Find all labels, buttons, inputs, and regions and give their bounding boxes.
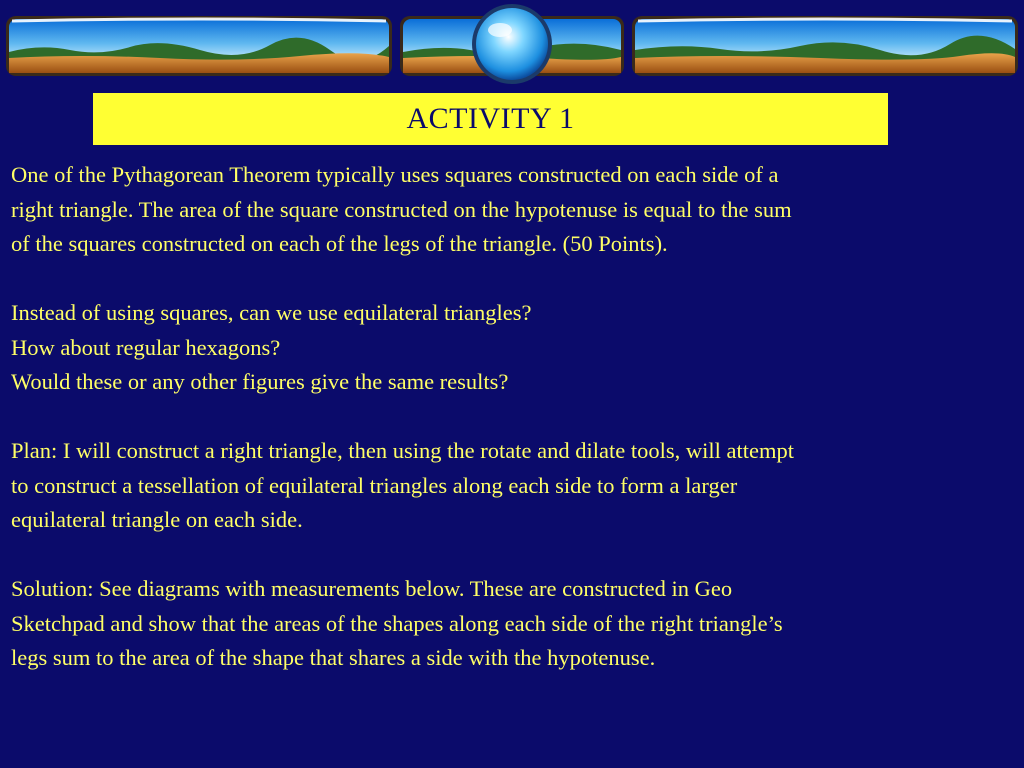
body-content <box>11 158 1014 710</box>
paragraph-intro <box>11 158 1014 262</box>
text-line: Solution: See diagrams with measurements below. These are constructed in Geo <box>11 576 733 601</box>
title-box <box>93 93 888 145</box>
landscape-banner-graphic <box>0 0 1024 86</box>
text-line: One of the Pythagorean Theorem typically uses squares constructed on each side of a <box>11 162 779 187</box>
text-line: Instead of using squares, can we use equilateral triangles? <box>11 300 532 325</box>
banner-right-panel <box>632 16 1018 76</box>
text-line: to construct a tessellation of equilateral triangles along each side to form a larger <box>11 472 738 498</box>
text-line: equilateral triangle on each side. <box>11 507 303 532</box>
banner-left-panel <box>6 16 392 76</box>
text-line: Plan: I will construct a right triangle, then using the rotate and dilate tools, will attempt <box>11 438 794 463</box>
text-line: right triangle. The area of the square constructed on the hypotenuse is equal to the sum <box>11 196 792 222</box>
text-line: How about regular hexagons? <box>11 334 281 360</box>
paragraph-solution <box>11 572 1014 676</box>
text-line: Sketchpad and show that the areas of the shapes along each side of the right triangle’s <box>11 610 783 636</box>
page-title: ACTIVITY 1 <box>406 102 575 135</box>
text-line: legs sum to the area of the shape that shares a side with the hypotenuse. <box>11 645 656 670</box>
text-line: Would these or any other figures give the same results? <box>11 369 509 394</box>
banner-middle-panel <box>400 4 624 84</box>
paragraph-plan <box>11 434 1014 538</box>
header-banner <box>0 0 1024 86</box>
text-line: of the squares constructed on each of the legs of the triangle. (50 Points). <box>11 231 668 256</box>
paragraph-questions <box>11 296 1014 400</box>
